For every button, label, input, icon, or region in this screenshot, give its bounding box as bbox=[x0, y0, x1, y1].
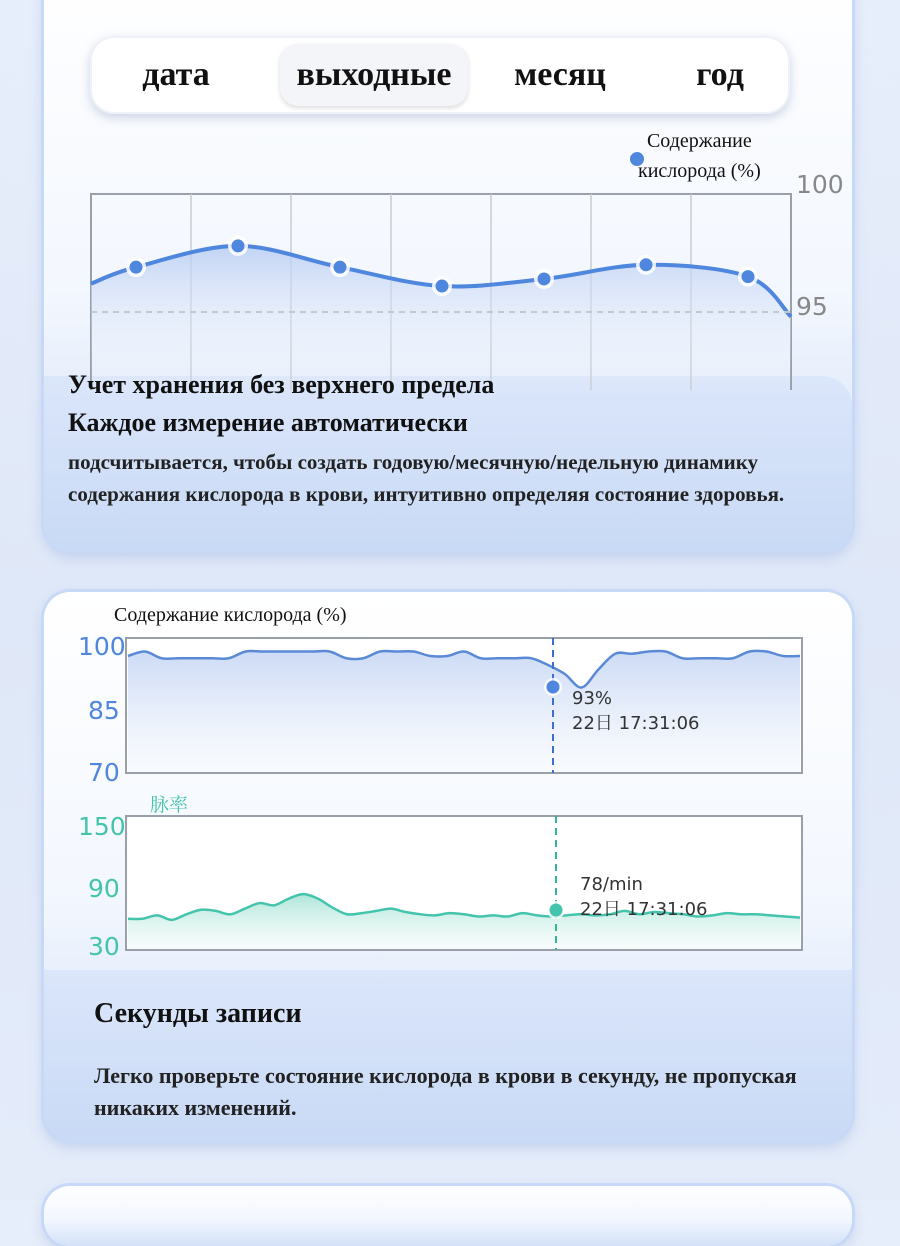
legend-line-2: кислорода (%) bbox=[638, 160, 761, 182]
pulse-chart-title: 脉率 bbox=[150, 794, 189, 816]
spo2-tooltip bbox=[572, 688, 699, 735]
tab-weekend[interactable]: выходные bbox=[280, 44, 468, 106]
weekly-trend-card bbox=[44, 0, 852, 550]
spo2-marker bbox=[547, 681, 560, 694]
pulse-tooltip-time: 22日 17:31:06 bbox=[580, 899, 708, 920]
data-point bbox=[334, 261, 347, 274]
spo2-y-tick-85: 85 bbox=[88, 696, 120, 725]
data-point bbox=[130, 261, 143, 274]
legend-line-1: Содержание bbox=[646, 130, 752, 152]
data-point bbox=[742, 270, 755, 283]
spo2-y-tick-70: 70 bbox=[88, 758, 120, 787]
pulse-marker bbox=[550, 904, 563, 917]
data-point bbox=[640, 258, 653, 271]
pulse-y-tick-90: 90 bbox=[88, 874, 120, 903]
tab-date[interactable]: дата bbox=[142, 56, 210, 93]
data-point bbox=[232, 239, 245, 252]
chart-legend bbox=[638, 126, 761, 186]
realtime-card bbox=[44, 592, 852, 1140]
realtime-charts bbox=[44, 592, 852, 972]
pulse-tooltip-value: 78/min bbox=[580, 874, 643, 895]
y-tick-100: 100 bbox=[796, 170, 844, 199]
card1-description: подсчитывается, чтобы создать годовую/месячную/недельную динамику содержания кислорода в крови, интуитивно определяя состояние здоровья. bbox=[68, 450, 785, 506]
spo2-tooltip-time: 22日 17:31:06 bbox=[572, 713, 700, 734]
pulse-y-tick-30: 30 bbox=[88, 932, 120, 961]
card2-description: Легко проверьте состояние кислорода в крови в секунду, не пропуская никаких изменений. bbox=[94, 1063, 797, 1120]
headline-2: Каждое измерение автоматически bbox=[68, 408, 468, 437]
data-point bbox=[436, 280, 449, 293]
next-card-preview bbox=[44, 1186, 852, 1246]
pulse-tooltip bbox=[580, 874, 707, 921]
spo2-y-tick-100: 100 bbox=[78, 632, 126, 661]
data-point bbox=[538, 272, 551, 285]
card2-heading: Секунды записи bbox=[94, 998, 302, 1029]
spo2-tooltip-value: 93% bbox=[572, 688, 613, 709]
spo2-weekly-chart bbox=[44, 0, 852, 390]
pulse-y-tick-150: 150 bbox=[78, 812, 126, 841]
tab-year[interactable]: год bbox=[696, 56, 744, 93]
y-tick-95: 95 bbox=[796, 292, 828, 321]
headline-1: Учет хранения без верхнего предела bbox=[68, 370, 495, 399]
tab-month[interactable]: месяц bbox=[514, 56, 606, 93]
spo2-chart-title: Содержание кислорода (%) bbox=[114, 604, 347, 626]
